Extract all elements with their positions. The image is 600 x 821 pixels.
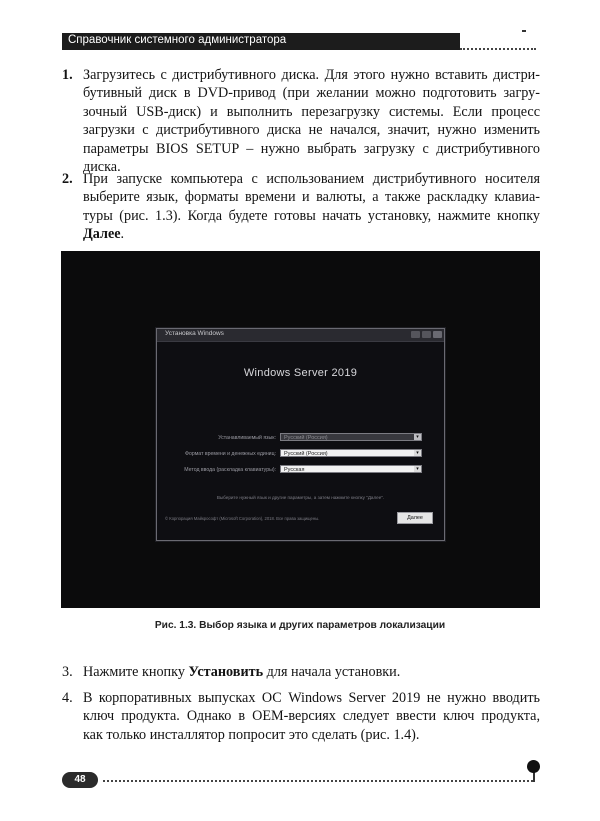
- footer-tick: [533, 772, 535, 782]
- list-item: [62, 170, 540, 244]
- list-number: 1.: [62, 67, 73, 83]
- list-item: [62, 689, 540, 744]
- text-line: ключ продукта. Однако в OEM-версиях следует ввести ключ продукта,: [83, 708, 540, 725]
- keyboard-select[interactable]: [280, 465, 422, 473]
- list-number: 2.: [62, 171, 73, 187]
- list-text: [83, 66, 540, 176]
- list-text: [83, 663, 540, 681]
- text-line: параметры BIOS SETUP – нужно выбрать загрузку с дистрибутивного: [83, 140, 540, 157]
- language-select-value: Русский (Россия): [284, 435, 328, 441]
- format-select[interactable]: [280, 449, 422, 457]
- keyboard-select-value: Русская: [284, 467, 305, 473]
- chevron-down-icon: ▾: [414, 450, 421, 456]
- window-titlebar: [157, 329, 444, 342]
- installer-note: Выберите нужный язык и другие параметры, а затем нажмите кнопку "Далее".: [216, 495, 385, 500]
- list-text: [83, 170, 540, 244]
- text-line: туры (рис. 1.3). Когда будете готовы начать установку, нажмите кнопку: [83, 207, 540, 224]
- text-line: При запуске компьютера с использованием дистрибутивного носителя: [83, 171, 540, 187]
- next-button[interactable]: Далее: [397, 512, 433, 524]
- bold-term: Установить: [188, 664, 264, 680]
- text-line: [83, 663, 540, 681]
- text-after: для начала установки.: [263, 664, 401, 680]
- text-line: [83, 225, 540, 243]
- text-line: В корпоративных выпусках ОС Windows Server 2019 не нужно вводить: [83, 690, 540, 706]
- installer-window: [156, 328, 445, 541]
- format-label: Формат времени и денежных единиц:: [185, 451, 276, 457]
- list-number: 4.: [62, 690, 73, 706]
- header-dotted-rule: [460, 48, 536, 50]
- maximize-icon[interactable]: [422, 331, 431, 338]
- figure-screenshot: [61, 251, 540, 608]
- format-select-value: Русский (Россия): [284, 451, 328, 457]
- close-icon[interactable]: [433, 331, 442, 338]
- text-line: как только инсталлятор попросит это сделать (рис. 1.4).: [83, 726, 420, 743]
- page-number: 48: [62, 772, 98, 788]
- keyboard-label: Метод ввода (раскладка клавиатуры):: [184, 467, 276, 473]
- bold-term: Далее: [83, 226, 121, 243]
- chevron-down-icon: ▾: [414, 434, 421, 440]
- text-line: загрузки с дистрибутивного диска не начался, значит, нужно изменить: [83, 122, 540, 139]
- header-tick: [522, 30, 526, 32]
- list-number: 3.: [62, 664, 73, 680]
- footer-dotted-rule: [103, 780, 533, 782]
- copyright-text: © Корпорация Майкрософт (Microsoft Corporation), 2018. Все права защищены.: [165, 516, 320, 521]
- footer-bullet-icon: [527, 760, 540, 773]
- list-item: [62, 663, 540, 681]
- running-header: [62, 33, 460, 50]
- text-line: Загрузитесь с дистрибутивного диска. Для этого нужно вставить дистри-: [83, 67, 540, 83]
- figure-caption: Рис. 1.3. Выбор языка и других параметров локализации: [154, 620, 446, 631]
- minimize-icon[interactable]: [411, 331, 420, 338]
- language-label: Устанавливаемый язык:: [218, 435, 276, 441]
- text-line: диска.: [83, 159, 121, 176]
- running-header-title: Справочник системного администратора: [68, 34, 287, 46]
- window-title: Установка Windows: [165, 330, 224, 337]
- text-before: Нажмите кнопку: [83, 664, 189, 680]
- text-tail: .: [120, 226, 125, 243]
- text-line: бутивный диск в DVD-привод (при желании можно подготовить загру-: [83, 85, 540, 102]
- language-select[interactable]: [280, 433, 422, 441]
- chevron-down-icon: ▾: [414, 466, 421, 472]
- product-heading: Windows Server 2019: [243, 367, 358, 379]
- text-line: выберите язык, форматы времени и валюты, а также раскладку клавиа-: [83, 189, 540, 206]
- text-line: зочный USB-диск) и выполнить перезагрузку системы. Если процесс: [83, 103, 540, 120]
- list-item: [62, 66, 540, 176]
- list-text: [83, 689, 540, 744]
